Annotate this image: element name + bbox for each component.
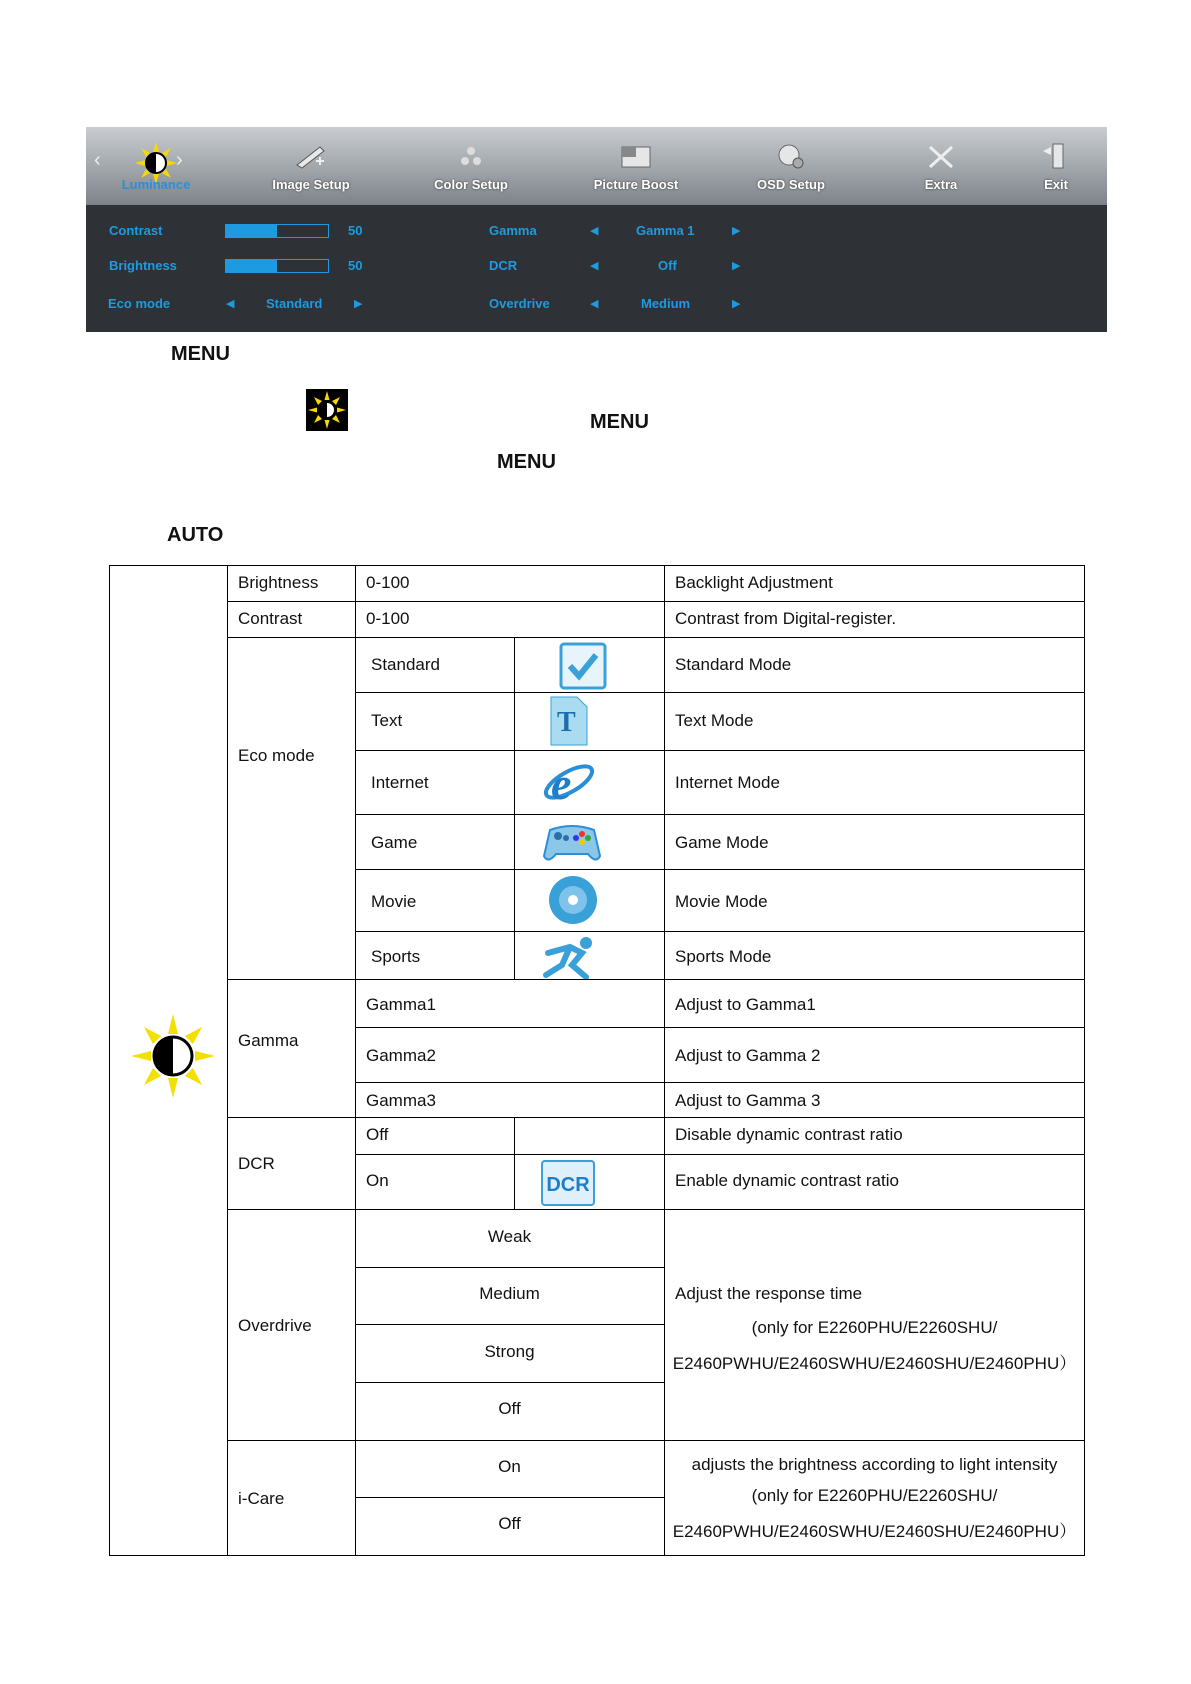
color-setup-icon bbox=[454, 141, 488, 171]
osd-contrast-fill bbox=[226, 225, 277, 237]
gamma-desc: Adjust to Gamma1 bbox=[675, 995, 816, 1014]
osd-gamma-label: Gamma bbox=[489, 223, 537, 238]
triangle-left-icon[interactable]: ◀ bbox=[590, 298, 599, 310]
dcr-icon bbox=[540, 1159, 596, 1207]
eco-desc: Text Mode bbox=[675, 711, 754, 730]
triangle-left-icon[interactable]: ◀ bbox=[590, 225, 599, 237]
game-mode-icon bbox=[542, 818, 602, 866]
icare-option: On bbox=[498, 1457, 521, 1476]
dcr-desc: Disable dynamic contrast ratio bbox=[675, 1125, 903, 1144]
dcr-name: DCR bbox=[238, 1154, 275, 1173]
triangle-right-icon[interactable]: ▶ bbox=[732, 225, 741, 237]
triangle-left-icon[interactable]: ◀ bbox=[590, 260, 599, 272]
eco-option: Internet bbox=[371, 773, 429, 792]
eco-desc: Movie Mode bbox=[675, 892, 768, 911]
tab-picture-boost[interactable] bbox=[566, 127, 706, 205]
icare-desc: E2460PWHU/E2460SWHU/E2460SHU/E2460PHU） bbox=[672, 1522, 1077, 1541]
overdrive-desc: (only for E2260PHU/E2260SHU/ bbox=[751, 1318, 998, 1337]
contrast-range: 0-100 bbox=[366, 609, 410, 628]
overdrive-option: Strong bbox=[484, 1342, 535, 1361]
tab-image-setup[interactable] bbox=[246, 127, 376, 205]
osd-overdrive-label: Overdrive bbox=[489, 296, 550, 311]
exit-icon bbox=[1039, 141, 1073, 171]
standard-mode-icon bbox=[558, 641, 608, 691]
tab-luminance[interactable] bbox=[106, 127, 206, 205]
osd-contrast-value: 50 bbox=[348, 223, 363, 238]
tab-label: Exit bbox=[1044, 177, 1068, 192]
tab-color-setup[interactable] bbox=[406, 127, 536, 205]
triangle-right-icon[interactable]: ▶ bbox=[732, 298, 741, 310]
osd-brightness-fill bbox=[226, 260, 277, 272]
sun-icon bbox=[129, 1012, 217, 1100]
tab-exit[interactable] bbox=[1016, 127, 1096, 205]
dcr-option: Off bbox=[366, 1125, 389, 1144]
auto-key-label: AUTO bbox=[167, 524, 224, 546]
overdrive-desc: E2460PWHU/E2460SWHU/E2460SHU/E2460PHU） bbox=[672, 1354, 1077, 1373]
gamma-option: Gamma1 bbox=[366, 995, 436, 1014]
dcr-option: On bbox=[366, 1171, 389, 1190]
brightness-range: 0-100 bbox=[366, 573, 410, 592]
tab-label: Color Setup bbox=[434, 177, 508, 192]
triangle-left-icon[interactable]: ◀ bbox=[226, 298, 235, 310]
dcr-desc: Enable dynamic contrast ratio bbox=[675, 1171, 899, 1190]
osd-menu bbox=[86, 127, 1107, 332]
gamma-desc: Adjust to Gamma 2 bbox=[675, 1046, 821, 1065]
osd-dcr-value: Off bbox=[658, 258, 677, 273]
triangle-right-icon[interactable]: ▶ bbox=[354, 298, 363, 310]
osd-setup-icon bbox=[774, 141, 808, 171]
eco-desc: Internet Mode bbox=[675, 773, 780, 792]
svg-text:T: T bbox=[557, 707, 576, 738]
brightness-name: Brightness bbox=[238, 573, 319, 592]
icare-desc: (only for E2260PHU/E2260SHU/ bbox=[751, 1486, 998, 1505]
chevron-left-icon[interactable]: ‹ bbox=[94, 149, 101, 171]
overdrive-name: Overdrive bbox=[238, 1316, 312, 1335]
brightness-desc: Backlight Adjustment bbox=[675, 573, 833, 592]
osd-gamma-value: Gamma 1 bbox=[636, 223, 695, 238]
eco-desc: Game Mode bbox=[675, 833, 769, 852]
overdrive-option: Off bbox=[498, 1399, 521, 1418]
osd-contrast-label: Contrast bbox=[109, 223, 163, 238]
icare-name: i-Care bbox=[238, 1489, 285, 1508]
eco-mode-name: Eco mode bbox=[238, 746, 315, 765]
osd-eco-value: Standard bbox=[266, 296, 323, 311]
tab-label: OSD Setup bbox=[757, 177, 825, 192]
osd-eco-label: Eco mode bbox=[108, 296, 171, 311]
internet-mode-icon bbox=[541, 754, 597, 810]
extra-icon bbox=[924, 141, 958, 171]
osd-contrast-slider[interactable] bbox=[225, 224, 329, 238]
movie-mode-icon bbox=[547, 874, 599, 926]
eco-option: Standard bbox=[371, 655, 440, 674]
svg-text:e: e bbox=[551, 758, 572, 809]
eco-option: Sports bbox=[371, 947, 421, 966]
tab-label: Image Setup bbox=[272, 177, 350, 192]
osd-brightness-label: Brightness bbox=[109, 258, 177, 273]
eco-desc: Standard Mode bbox=[675, 655, 792, 674]
osd-tab-bar bbox=[86, 127, 1107, 205]
tab-label: Extra bbox=[924, 177, 958, 192]
picture-boost-icon bbox=[619, 141, 653, 171]
luminance-settings-table bbox=[109, 565, 1085, 1556]
icare-option: Off bbox=[498, 1514, 521, 1533]
luminance-icon bbox=[306, 389, 348, 431]
eco-desc: Sports Mode bbox=[675, 947, 772, 966]
eco-option: Movie bbox=[371, 892, 417, 911]
gamma-name: Gamma bbox=[238, 1031, 299, 1050]
overdrive-option: Weak bbox=[487, 1227, 532, 1246]
osd-brightness-value: 50 bbox=[348, 258, 363, 273]
menu-key-label: MENU bbox=[590, 411, 649, 433]
eco-option: Game bbox=[371, 833, 418, 852]
chevron-right-icon[interactable]: › bbox=[176, 149, 183, 171]
eco-option: Text bbox=[371, 711, 403, 730]
osd-dcr-label: DCR bbox=[489, 258, 518, 273]
contrast-desc: Contrast from Digital-register. bbox=[675, 609, 897, 628]
contrast-name: Contrast bbox=[238, 609, 303, 628]
triangle-right-icon[interactable]: ▶ bbox=[732, 260, 741, 272]
sports-mode-icon bbox=[542, 935, 602, 979]
tab-osd-setup[interactable] bbox=[726, 127, 856, 205]
dcr-icon-text: DCR bbox=[546, 1174, 590, 1196]
gamma-option: Gamma2 bbox=[366, 1046, 436, 1065]
tab-extra[interactable] bbox=[886, 127, 996, 205]
osd-overdrive-value: Medium bbox=[641, 296, 691, 311]
menu-key-label: MENU bbox=[497, 451, 556, 473]
tab-label: Luminance bbox=[121, 177, 191, 192]
tab-label: Picture Boost bbox=[593, 177, 679, 192]
text-mode-icon bbox=[549, 695, 589, 747]
menu-key-label: MENU bbox=[171, 343, 230, 365]
gamma-desc: Adjust to Gamma 3 bbox=[675, 1091, 821, 1110]
osd-brightness-slider[interactable] bbox=[225, 259, 329, 273]
overdrive-desc: Adjust the response time bbox=[675, 1284, 863, 1303]
icare-desc: adjusts the brightness according to light intensity bbox=[691, 1455, 1058, 1474]
image-setup-icon bbox=[294, 141, 328, 171]
overdrive-option: Medium bbox=[479, 1284, 540, 1303]
gamma-option: Gamma3 bbox=[366, 1091, 436, 1110]
